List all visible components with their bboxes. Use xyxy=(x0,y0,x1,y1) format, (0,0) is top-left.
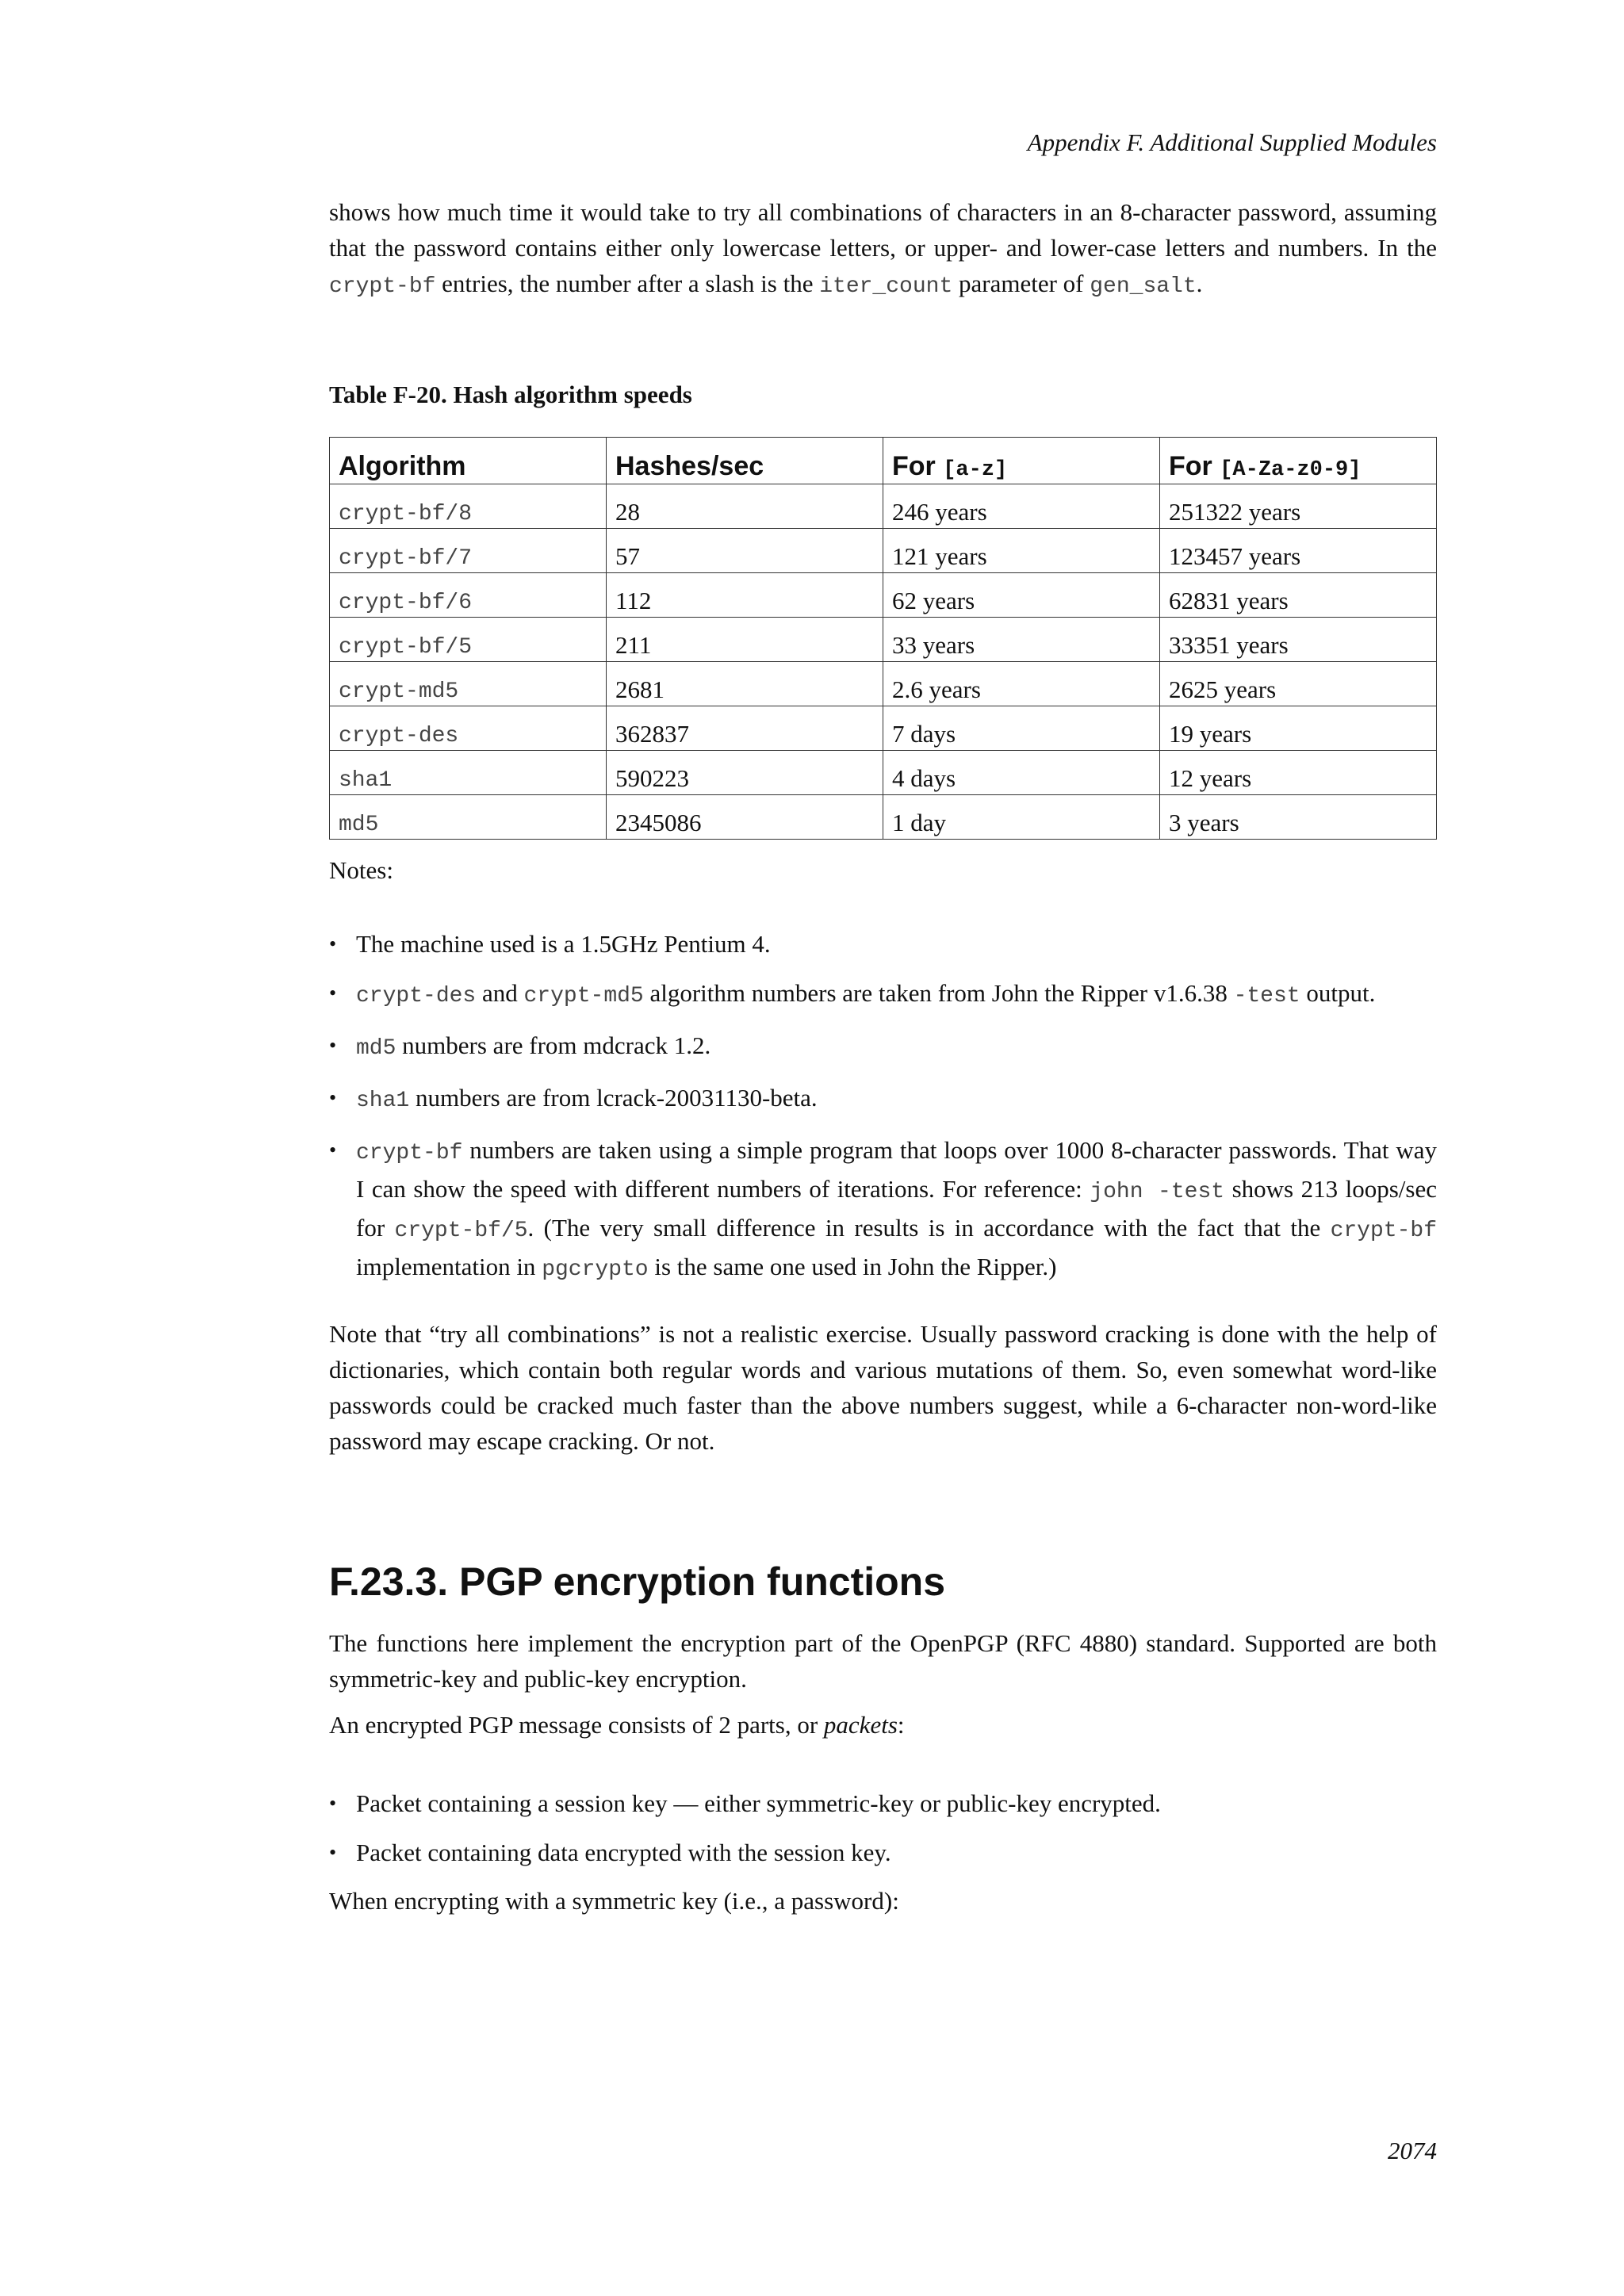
table-row xyxy=(330,573,1437,618)
page-number: 2074 xyxy=(1388,2137,1437,2164)
hashes-cell: 362837 xyxy=(607,706,883,751)
lower-time-cell: 33 years xyxy=(883,618,1160,662)
header-for-lowercase: For [a-z] xyxy=(883,438,1160,484)
lower-time-cell: 121 years xyxy=(883,529,1160,573)
algorithm-cell: md5 xyxy=(339,813,379,837)
header-algorithm: Algorithm xyxy=(330,438,607,484)
lower-time-cell: 7 days xyxy=(883,706,1160,751)
mixed-time-cell: 12 years xyxy=(1160,751,1437,795)
mixed-time-cell: 19 years xyxy=(1160,706,1437,751)
mixed-time-cell: 123457 years xyxy=(1160,529,1437,573)
hashes-cell: 590223 xyxy=(607,751,883,795)
table-header-row xyxy=(330,438,1437,484)
mixed-time-cell: 62831 years xyxy=(1160,573,1437,618)
code-crypt-bf: crypt-bf xyxy=(329,274,436,299)
list-item: • crypt-des and crypt-md5 algorithm numbers are taken from John the Ripper v1.6.38 -test output. xyxy=(329,975,1437,1014)
mixed-time-cell: 2625 years xyxy=(1160,662,1437,706)
lower-time-cell: 1 day xyxy=(883,795,1160,840)
pgp-packets-paragraph: An encrypted PGP message consists of 2 parts, or packets: xyxy=(329,1711,905,1739)
header-hashes-per-sec: Hashes/sec xyxy=(607,438,883,484)
hashes-cell: 2681 xyxy=(607,662,883,706)
code-iter-count: iter_count xyxy=(819,274,953,299)
table-row xyxy=(330,484,1437,529)
running-header: Appendix F. Additional Supplied Modules xyxy=(1027,128,1437,156)
list-item: • Packet containing data encrypted with the session key. xyxy=(329,1835,1437,1870)
pgp-symmetric-paragraph: When encrypting with a symmetric key (i.e., a password): xyxy=(329,1887,899,1915)
table-row xyxy=(330,706,1437,751)
hashes-cell: 211 xyxy=(607,618,883,662)
closing-paragraph: Note that “try all combinations” is not a realistic exercise. Usually password cracking is done with the help of dictionaries, which contain both regular words and various mutations of them. So, even somewhat word-like passwords could be cracked much faster than the above numbers suggest, while a 6-character non-word-like password may escape cracking. Or not. xyxy=(329,1320,1437,1455)
algorithm-cell: crypt-des xyxy=(339,724,459,748)
table-row xyxy=(330,662,1437,706)
algorithm-cell: crypt-bf/6 xyxy=(339,591,473,615)
pgp-intro-paragraph: The functions here implement the encryption part of the OpenPGP (RFC 4880) standard. Supported are both symmetric-key and public-key encryption. xyxy=(329,1629,1437,1693)
list-item: • The machine used is a 1.5GHz Pentium 4. xyxy=(329,926,1437,962)
list-item: • md5 numbers are from mdcrack 1.2. xyxy=(329,1027,1437,1066)
table-row xyxy=(330,751,1437,795)
algorithm-cell: crypt-bf/7 xyxy=(339,546,473,571)
table-row xyxy=(330,795,1437,840)
notes-label: Notes: xyxy=(329,856,393,884)
algorithm-cell: crypt-bf/8 xyxy=(339,502,473,526)
mixed-time-cell: 251322 years xyxy=(1160,484,1437,529)
section-heading: F.23.3. PGP encryption functions xyxy=(329,1559,946,1604)
lower-time-cell: 62 years xyxy=(883,573,1160,618)
algorithm-cell: crypt-bf/5 xyxy=(339,635,473,660)
mixed-time-cell: 33351 years xyxy=(1160,618,1437,662)
lower-time-cell: 4 days xyxy=(883,751,1160,795)
table-caption: Table F-20. Hash algorithm speeds xyxy=(329,381,692,408)
list-item: • crypt-bf numbers are taken using a simple program that loops over 1000 8-character passwords. That way I can show the speed with different numbers of iterations. For reference: john -test shows 213 loops/sec for crypt-bf/5. (The very small difference in results is in accordance with the fact that the crypt-bf implementation in pgcrypto is the same one used in John the Ripper.) xyxy=(329,1132,1437,1288)
table-row xyxy=(330,618,1437,662)
hashes-cell: 57 xyxy=(607,529,883,573)
code-gen-salt: gen_salt xyxy=(1090,274,1197,299)
hash-speed-table xyxy=(329,437,1437,840)
header-for-mixed: For [A-Za-z0-9] xyxy=(1160,438,1437,484)
lower-time-cell: 2.6 years xyxy=(883,662,1160,706)
table-row xyxy=(330,529,1437,573)
intro-paragraph: shows how much time it would take to try all combinations of characters in an 8-character password, assuming that the password contains either only lowercase letters, or upper- and lower-case letters and numbers. In the crypt-bf entries, the number after a slash is the iter_count parameter of gen_salt. xyxy=(329,198,1437,299)
list-item: • Packet containing a session key — either symmetric-key or public-key encrypted. xyxy=(329,1785,1437,1821)
pgp-packets-list xyxy=(329,1785,1437,1884)
list-item: • sha1 numbers are from lcrack-20031130-beta. xyxy=(329,1080,1437,1119)
algorithm-cell: sha1 xyxy=(339,768,393,793)
notes-list xyxy=(329,926,1437,1301)
hashes-cell: 2345086 xyxy=(607,795,883,840)
hashes-cell: 112 xyxy=(607,573,883,618)
emphasis-packets: packets xyxy=(823,1711,898,1739)
hashes-cell: 28 xyxy=(607,484,883,529)
mixed-time-cell: 3 years xyxy=(1160,795,1437,840)
lower-time-cell: 246 years xyxy=(883,484,1160,529)
algorithm-cell: crypt-md5 xyxy=(339,679,459,704)
